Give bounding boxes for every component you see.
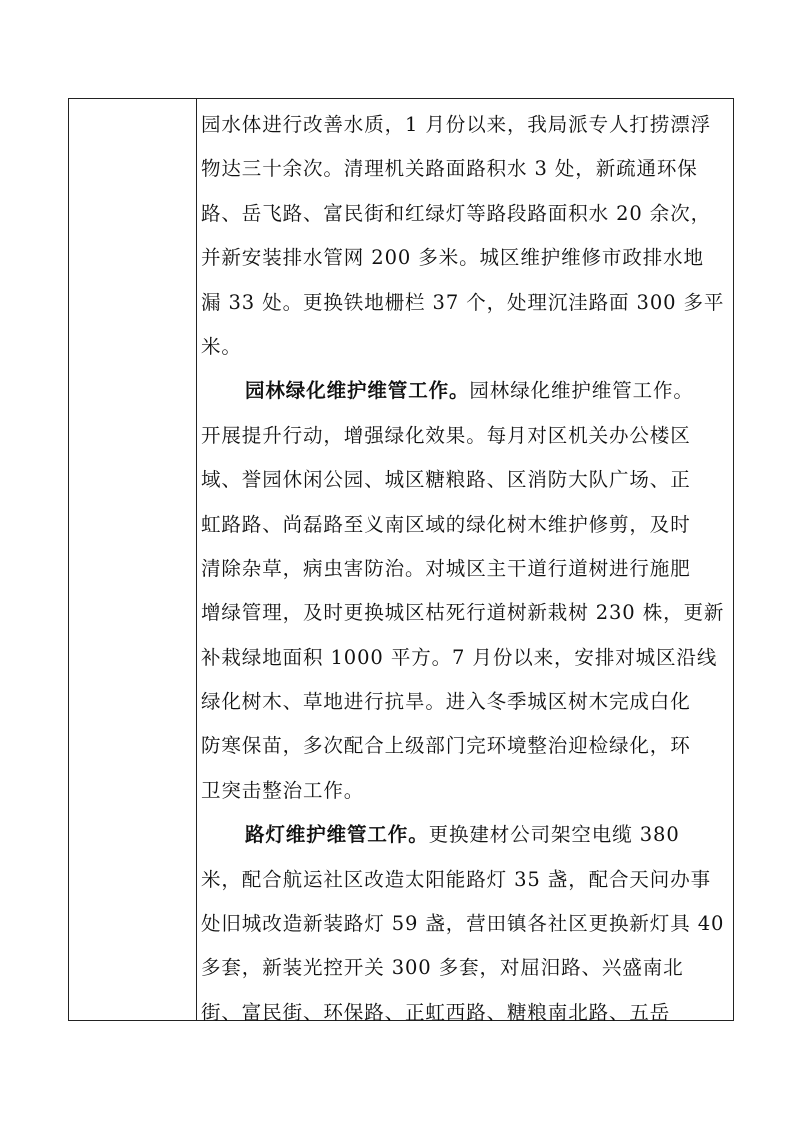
text-line: 米。 [201,334,242,358]
text-line: 街、富民街、环保路、正虹西路、糖粮南北路、五岳 [201,1000,671,1024]
text-line: 路、岳飞路、富民街和红绿灯等路段路面积水 20 余次， [201,201,712,225]
text-line: 增绿管理，及时更换城区枯死行道树新栽树 230 株，更新 [201,601,725,625]
paragraph-first-line [201,813,729,857]
text-line: 处旧城改造新装路灯 59 盏，营田镇各社区更换新灯具 40 [201,912,725,936]
text-line: 开展提升行动，增强绿化效果。每月对区机关办公楼区 [201,423,691,447]
text-line: 防寒保苗，多次配合上级部门完环境整治迎检绿化，环 [201,734,691,758]
text-line: 漏 33 处。更换铁地栅栏 37 个，处理沉洼路面 300 多平 [201,290,725,314]
text-line: 物达三十余次。清理机关路面路积水 3 处，新疏通环保 [201,157,698,181]
text-line: 米，配合航运社区改造太阳能路灯 35 盏，配合天问办事 [201,867,712,891]
section-heading-greening: 园林绿化维护维管工作。 [245,379,470,403]
text-line: 绿化树木、草地进行抗旱。进入冬季城区树木完成白化 [201,690,691,714]
section-heading-streetlight: 路灯维护维管工作。 [245,823,429,847]
paragraph-first-line [201,369,729,413]
text-line: 清除杂草，病虫害防治。对城区主干道行道树进行施肥 [201,556,691,580]
text-line: 卫突击整治工作。 [201,778,365,802]
text-line: 园水体进行改善水质，1 月份以来，我局派专人打捞漂浮 [201,113,712,136]
document-table [68,98,734,1024]
table-left-column [69,99,197,1020]
text-line: 并新安装排水管网 200 多米。城区维护维修市政排水地 [201,246,704,270]
text-run: 园林绿化维护维管工作。 [469,379,694,403]
text-line: 域、誉园休闲公园、城区糖粮路、区消防大队广场、正 [201,468,691,492]
text-line: 多套，新装光控开关 300 多套，对屈汨路、兴盛南北 [201,956,684,980]
table-content-cell [197,99,733,1024]
text-line: 补栽绿地面积 1000 平方。7 月份以来，安排对城区沿线 [201,645,718,669]
text-run: 更换建材公司架空电缆 380 [428,823,680,847]
text-line: 虹路路、尚磊路至义南区域的绿化树木维护修剪，及时 [201,512,691,536]
